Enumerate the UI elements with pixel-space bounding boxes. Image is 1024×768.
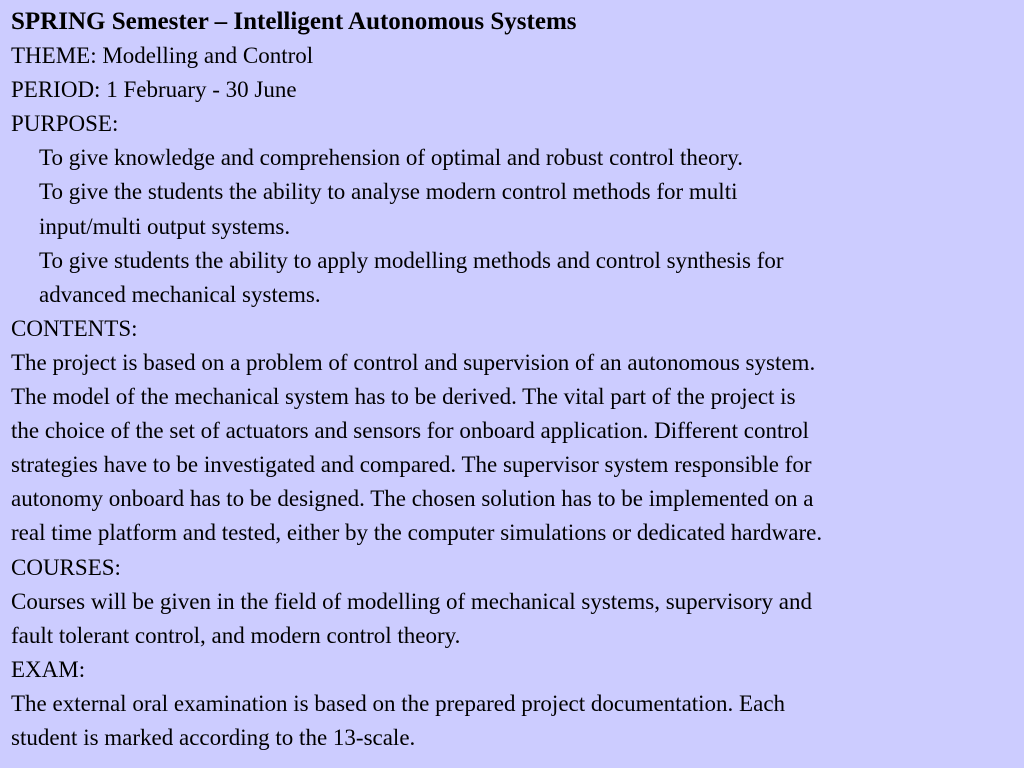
page-title: SPRING Semester – Intelligent Autonomous Systems: [11, 8, 577, 35]
contents-line: strategies have to be investigated and compared. The supervisor system responsible for: [11, 452, 812, 478]
exam-line: The external oral examination is based on the prepared project documentation. Each: [11, 690, 786, 716]
contents-line: real time platform and tested, either by the computer simulations or dedicated hardware.: [11, 520, 823, 546]
purpose-line: input/multi output systems.: [39, 213, 291, 239]
purpose-line: To give knowledge and comprehension of optimal and robust control theory.: [39, 145, 743, 171]
exam-line: student is marked according to the 13-scale.: [11, 724, 416, 750]
contents-heading: CONTENTS:: [11, 315, 138, 341]
courses-line: fault tolerant control, and modern control theory.: [11, 622, 461, 648]
courses-heading: COURSES:: [11, 554, 121, 580]
purpose-line: To give the students the ability to analyse modern control methods for multi: [39, 179, 738, 205]
exam-heading: EXAM:: [11, 656, 86, 682]
purpose-heading: PURPOSE:: [11, 111, 119, 137]
contents-line: autonomy onboard has to be designed. The chosen solution has to be implemented on a: [11, 486, 814, 512]
purpose-line: advanced mechanical systems.: [39, 281, 321, 307]
purpose-line: To give students the ability to apply modelling methods and control synthesis for: [39, 247, 784, 273]
theme-line: THEME: Modelling and Control: [11, 43, 314, 69]
contents-line: The model of the mechanical system has to be derived. The vital part of the project is: [11, 384, 796, 410]
contents-line: the choice of the set of actuators and sensors for onboard application. Different control: [11, 418, 809, 444]
courses-line: Courses will be given in the field of modelling of mechanical systems, supervisory and: [11, 588, 813, 614]
period-line: PERIOD: 1 February - 30 June: [11, 77, 297, 103]
contents-line: The project is based on a problem of control and supervision of an autonomous system.: [11, 349, 816, 375]
